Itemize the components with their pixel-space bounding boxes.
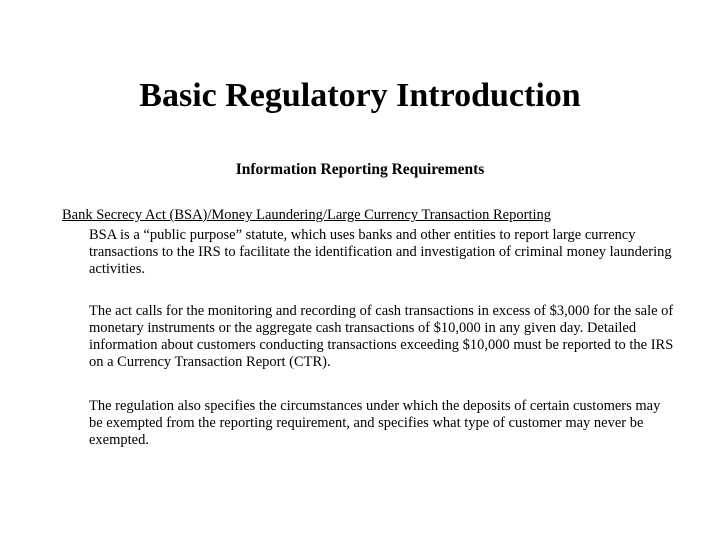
paragraph-exemptions: The regulation also specifies the circumstances under which the deposits of certain customers may be exempted from the reporting requirement, and specifies what type of customer may never be exempted. — [89, 398, 661, 448]
paragraph-bsa-purpose: BSA is a “public purpose” statute, which uses banks and other entities to report large currency transactions to the IRS to facilitate the identification and investigation of criminal money laundering activities. — [89, 227, 672, 277]
paragraph-cash-monitoring: The act calls for the monitoring and recording of cash transactions in excess of $3,000 for the sale of monetary instruments or the aggregate cash transactions of $10,000 in any given day. Detailed information about customers conducting transactions exceeding $10,000 must be reported to the IRS on a Currency Transaction Report (CTR). — [89, 303, 674, 370]
section-heading: Bank Secrecy Act (BSA)/Money Laundering/Large Currency Transaction Reporting — [62, 207, 551, 223]
slide-subtitle: Information Reporting Requirements — [235, 161, 485, 178]
slide-title: Basic Regulatory Introduction — [139, 77, 581, 114]
